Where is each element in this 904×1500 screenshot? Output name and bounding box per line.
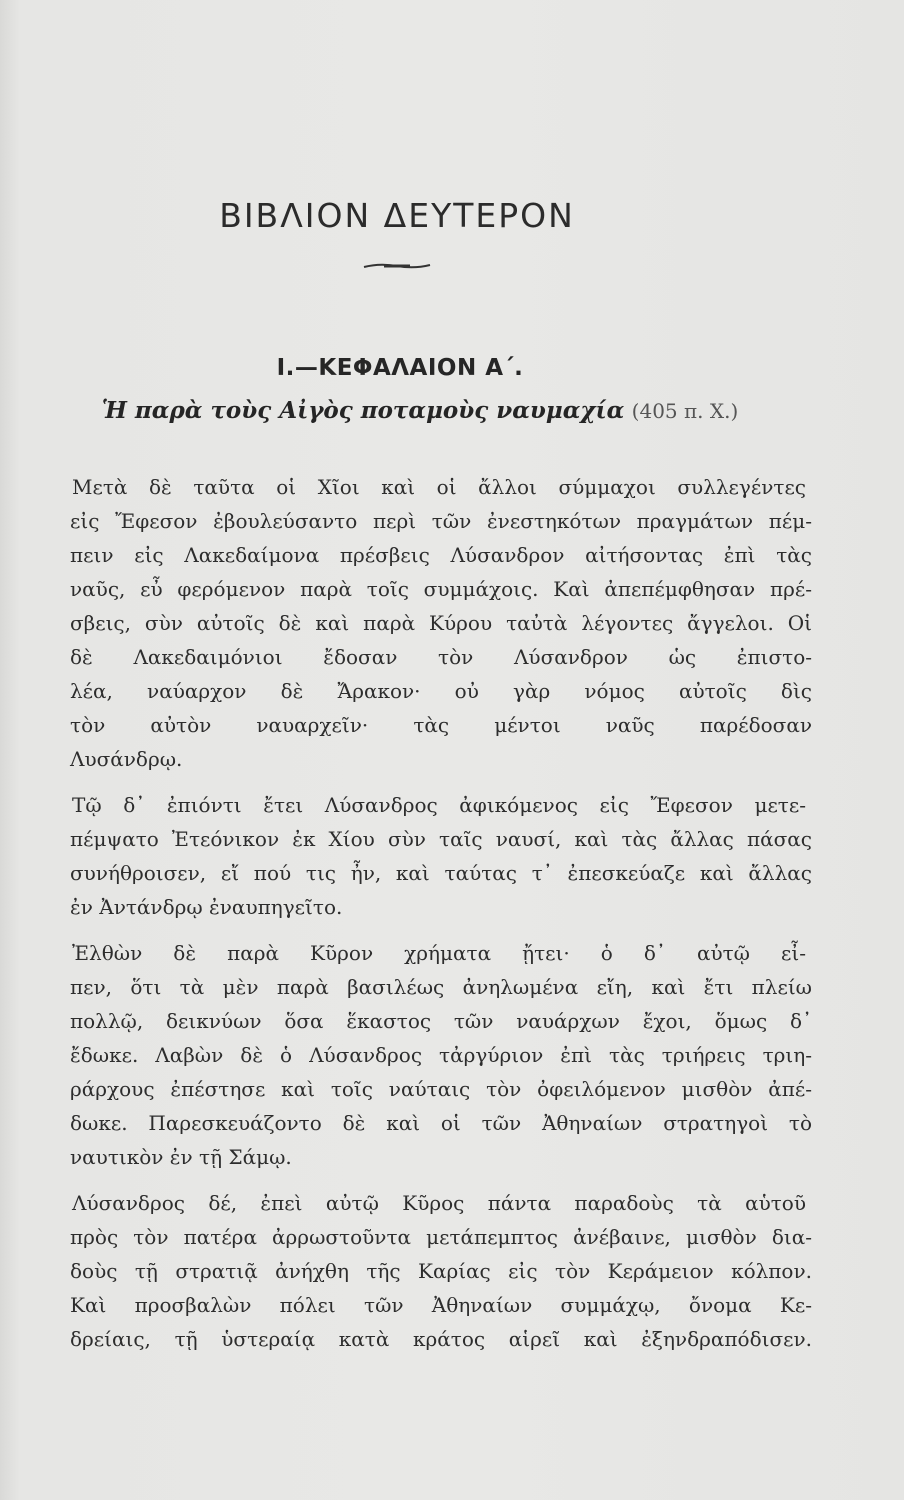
text-line: Λυσάνδρῳ.	[70, 747, 183, 771]
text-line: λέα, ναύαρχον δὲ Ἄρακον· οὐ γὰρ νόμος αὐτοῖς δὶς	[70, 679, 812, 703]
subtitle-date: (405 π. Χ.)	[631, 399, 739, 423]
text-line: πολλῷ, δεικνύων ὅσα ἕκαστος τῶν ναυάρχων ἔχοι, ὅμως δ᾿	[70, 1009, 812, 1033]
chapter-heading: Ι.—ΚΕΦΑΛΑΙΟΝ Α΄.	[276, 355, 524, 381]
text-line: δωκε. Παρεσκευάζοντο δὲ καὶ οἱ τῶν Ἀθηναίων στρατηγοὶ τὸ	[70, 1111, 812, 1135]
text-line: Λύσανδρος δέ, ἐπεὶ αὐτῷ Κῦρος πάντα παραδοὺς τὰ αὑτοῦ	[72, 1191, 806, 1215]
text-line: πέμψατο Ἐτεόνικον ἐκ Χίου σὺν ταῖς ναυσί, καὶ τὰς ἄλλας πάσας	[70, 827, 812, 851]
text-line: Καὶ προσβαλὼν πόλει τῶν Ἀθηναίων συμμάχῳ, ὄνομα Κε-	[70, 1293, 812, 1317]
text-line: συνήθροισεν, εἴ πού τις ἦν, καὶ ταύτας τ᾿ ἐπεσκεύαζε καὶ ἄλλας	[70, 861, 812, 885]
text-line: δὲ Λακεδαιμόνιοι ἔδοσαν τὸν Λύσανδρον ὡς ἐπιστο-	[70, 645, 812, 669]
text-line: ἔδωκε. Λαβὼν δὲ ὁ Λύσανδρος τἀργύριον ἐπὶ τὰς τριήρεις τριη-	[70, 1043, 812, 1067]
text-line: ἐν Ἀντάνδρῳ ἐναυπηγεῖτο.	[70, 895, 343, 919]
book-title: ΒΙΒΛΙΟΝ ΔΕΥΤΕΡΟΝ	[219, 196, 575, 235]
text-line: ναῦς, εὖ φερόμενον παρὰ τοῖς συμμάχοις. Καὶ ἀπεπέμφθησαν πρέ-	[70, 577, 812, 601]
text-line: δοὺς τῇ στρατιᾷ ἀνήχθη τῆς Καρίας εἰς τὸν Κεράμειον κόλπον.	[70, 1259, 812, 1283]
text-line: ναυτικὸν ἐν τῇ Σάμῳ.	[70, 1145, 292, 1169]
subtitle-title: Ἡ παρὰ τοὺς Αἰγὸς ποταμοὺς ναυμαχία	[101, 397, 625, 424]
text-line: πρὸς τὸν πατέρα ἀρρωστοῦντα μετάπεμπτος ἀνέβαινε, μισθὸν δια-	[70, 1225, 812, 1249]
text-line: Ἐλθὼν δὲ παρὰ Κῦρον χρήματα ᾔτει· ὁ δ᾿ αὐτῷ εἶ-	[72, 941, 806, 965]
text-line: τὸν αὐτὸν ναυαρχεῖν· τὰς μέντοι ναῦς παρέδοσαν	[70, 713, 812, 737]
text-line: εἰς Ἔφεσον ἐβουλεύσαντο περὶ τῶν ἐνεστηκότων πραγμάτων πέμ-	[70, 509, 812, 533]
text-line: ράρχους ἐπέστησε καὶ τοῖς ναύταις τὸν ὀφειλόμενον μισθὸν ἀπέ-	[70, 1077, 812, 1101]
text-line: Μετὰ δὲ ταῦτα οἱ Χῖοι καὶ οἱ ἄλλοι σύμμαχοι συλλεγέντες	[72, 475, 806, 499]
text-line: πειν εἰς Λακεδαίμονα πρέσβεις Λύσανδρον αἰτήσοντας ἐπὶ τὰς	[70, 543, 812, 567]
text-line: Τῷ δ᾿ ἐπιόντι ἔτει Λύσανδρος ἀφικόμενος εἰς Ἔφεσον μετε-	[72, 793, 806, 817]
text-line: πεν, ὅτι τὰ μὲν παρὰ βασιλέως ἀνηλωμένα εἴη, καὶ ἔτι πλείω	[70, 975, 812, 999]
text-line: δρείαις, τῇ ὑστεραίᾳ κατὰ κράτος αἱρεῖ καὶ ἐξηνδραπόδισεν.	[70, 1327, 812, 1351]
text-line: σβεις, σὺν αὐτοῖς δὲ καὶ παρὰ Κύρου ταὐτὰ λέγοντες ἄγγελοι. Οἱ	[70, 611, 812, 635]
